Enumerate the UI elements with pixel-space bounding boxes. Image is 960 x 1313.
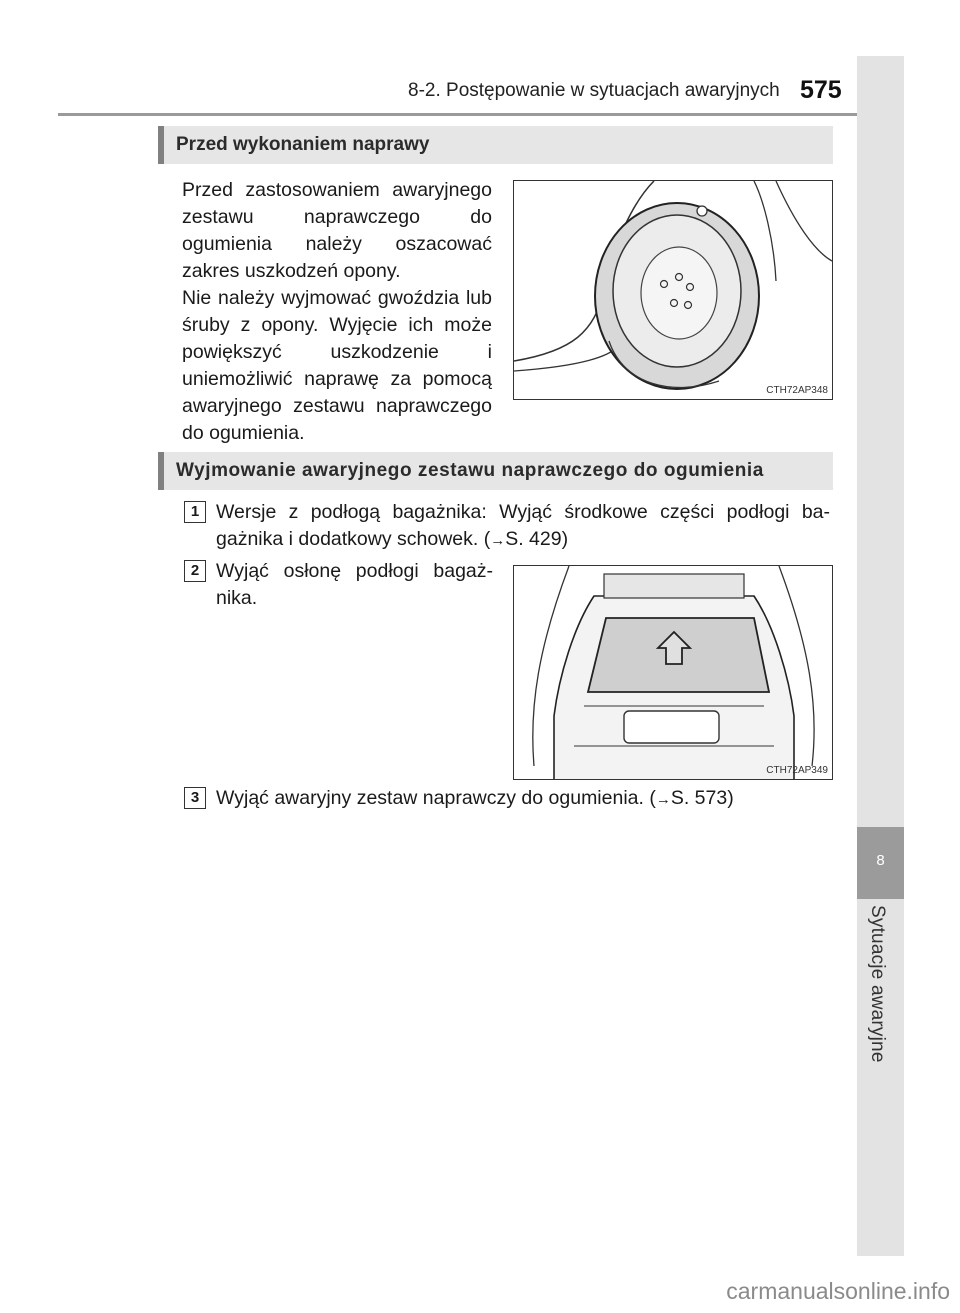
step-text: Wyjąć osłonę podłogi bagaż-: [216, 560, 493, 582]
page-number: 575: [800, 76, 842, 104]
step-text: [216, 785, 734, 813]
section-heading-before-repair: [158, 126, 833, 164]
page-ref: S. 429): [505, 528, 569, 550]
arrow-right-icon: →: [490, 532, 506, 549]
step-text-continued: nika.: [216, 587, 258, 609]
section-heading-remove-kit: [158, 452, 833, 490]
chapter-name: Sytuacje awaryjne: [867, 905, 888, 1063]
figure-trunk-illustration: [513, 565, 833, 780]
chapter-number: 8: [876, 852, 885, 869]
page-ref: S. 573): [670, 787, 734, 809]
paragraph-assess-damage: Przed zastosowaniem awaryjnego zestawu naprawczego do ogumienia należy oszacować zakres uszkodzeń opony.: [182, 179, 492, 282]
step-text-part: Wyjąć awaryjny zestaw naprawczy do ogumienia. (: [216, 787, 656, 809]
section-title: Wyjmowanie awaryjnego zestawu naprawczego do ogumienia: [176, 460, 764, 481]
sidebar: [857, 56, 904, 1256]
section-title: Przed wykonaniem naprawy: [176, 134, 430, 155]
figure-code: CTH72AP348: [766, 385, 828, 396]
step-number: 3: [184, 787, 206, 809]
arrow-right-icon: →: [655, 791, 671, 808]
step-text: Wersje z podłogą bagażnika: Wyjąć środkowe części podłogi ba-: [216, 501, 830, 523]
header-rule: [58, 113, 903, 116]
step-text-continued: [216, 526, 568, 554]
trunk-drawing: [514, 566, 832, 779]
paragraph-do-not-remove-nail: Nie należy wyjmować gwoździa lub śruby z opony. Wyjęcie ich może powiększyć uszkodzenie i uniemożliwić naprawę za pomocą awaryjnego zestawu naprawczego do ogumienia.: [182, 287, 492, 444]
step-text-part: gażnika i dodatkowy schowek. (: [216, 528, 491, 550]
header-title: 8-2. Postępowanie w sytuacjach awaryjnych: [408, 80, 780, 101]
figure-tire-illustration: [513, 180, 833, 400]
watermark: carmanualsonline.info: [726, 1278, 950, 1304]
step-number: 1: [184, 501, 206, 523]
tire-drawing: [514, 181, 832, 399]
figure-code: CTH72AP349: [766, 765, 828, 776]
step-number: 2: [184, 560, 206, 582]
